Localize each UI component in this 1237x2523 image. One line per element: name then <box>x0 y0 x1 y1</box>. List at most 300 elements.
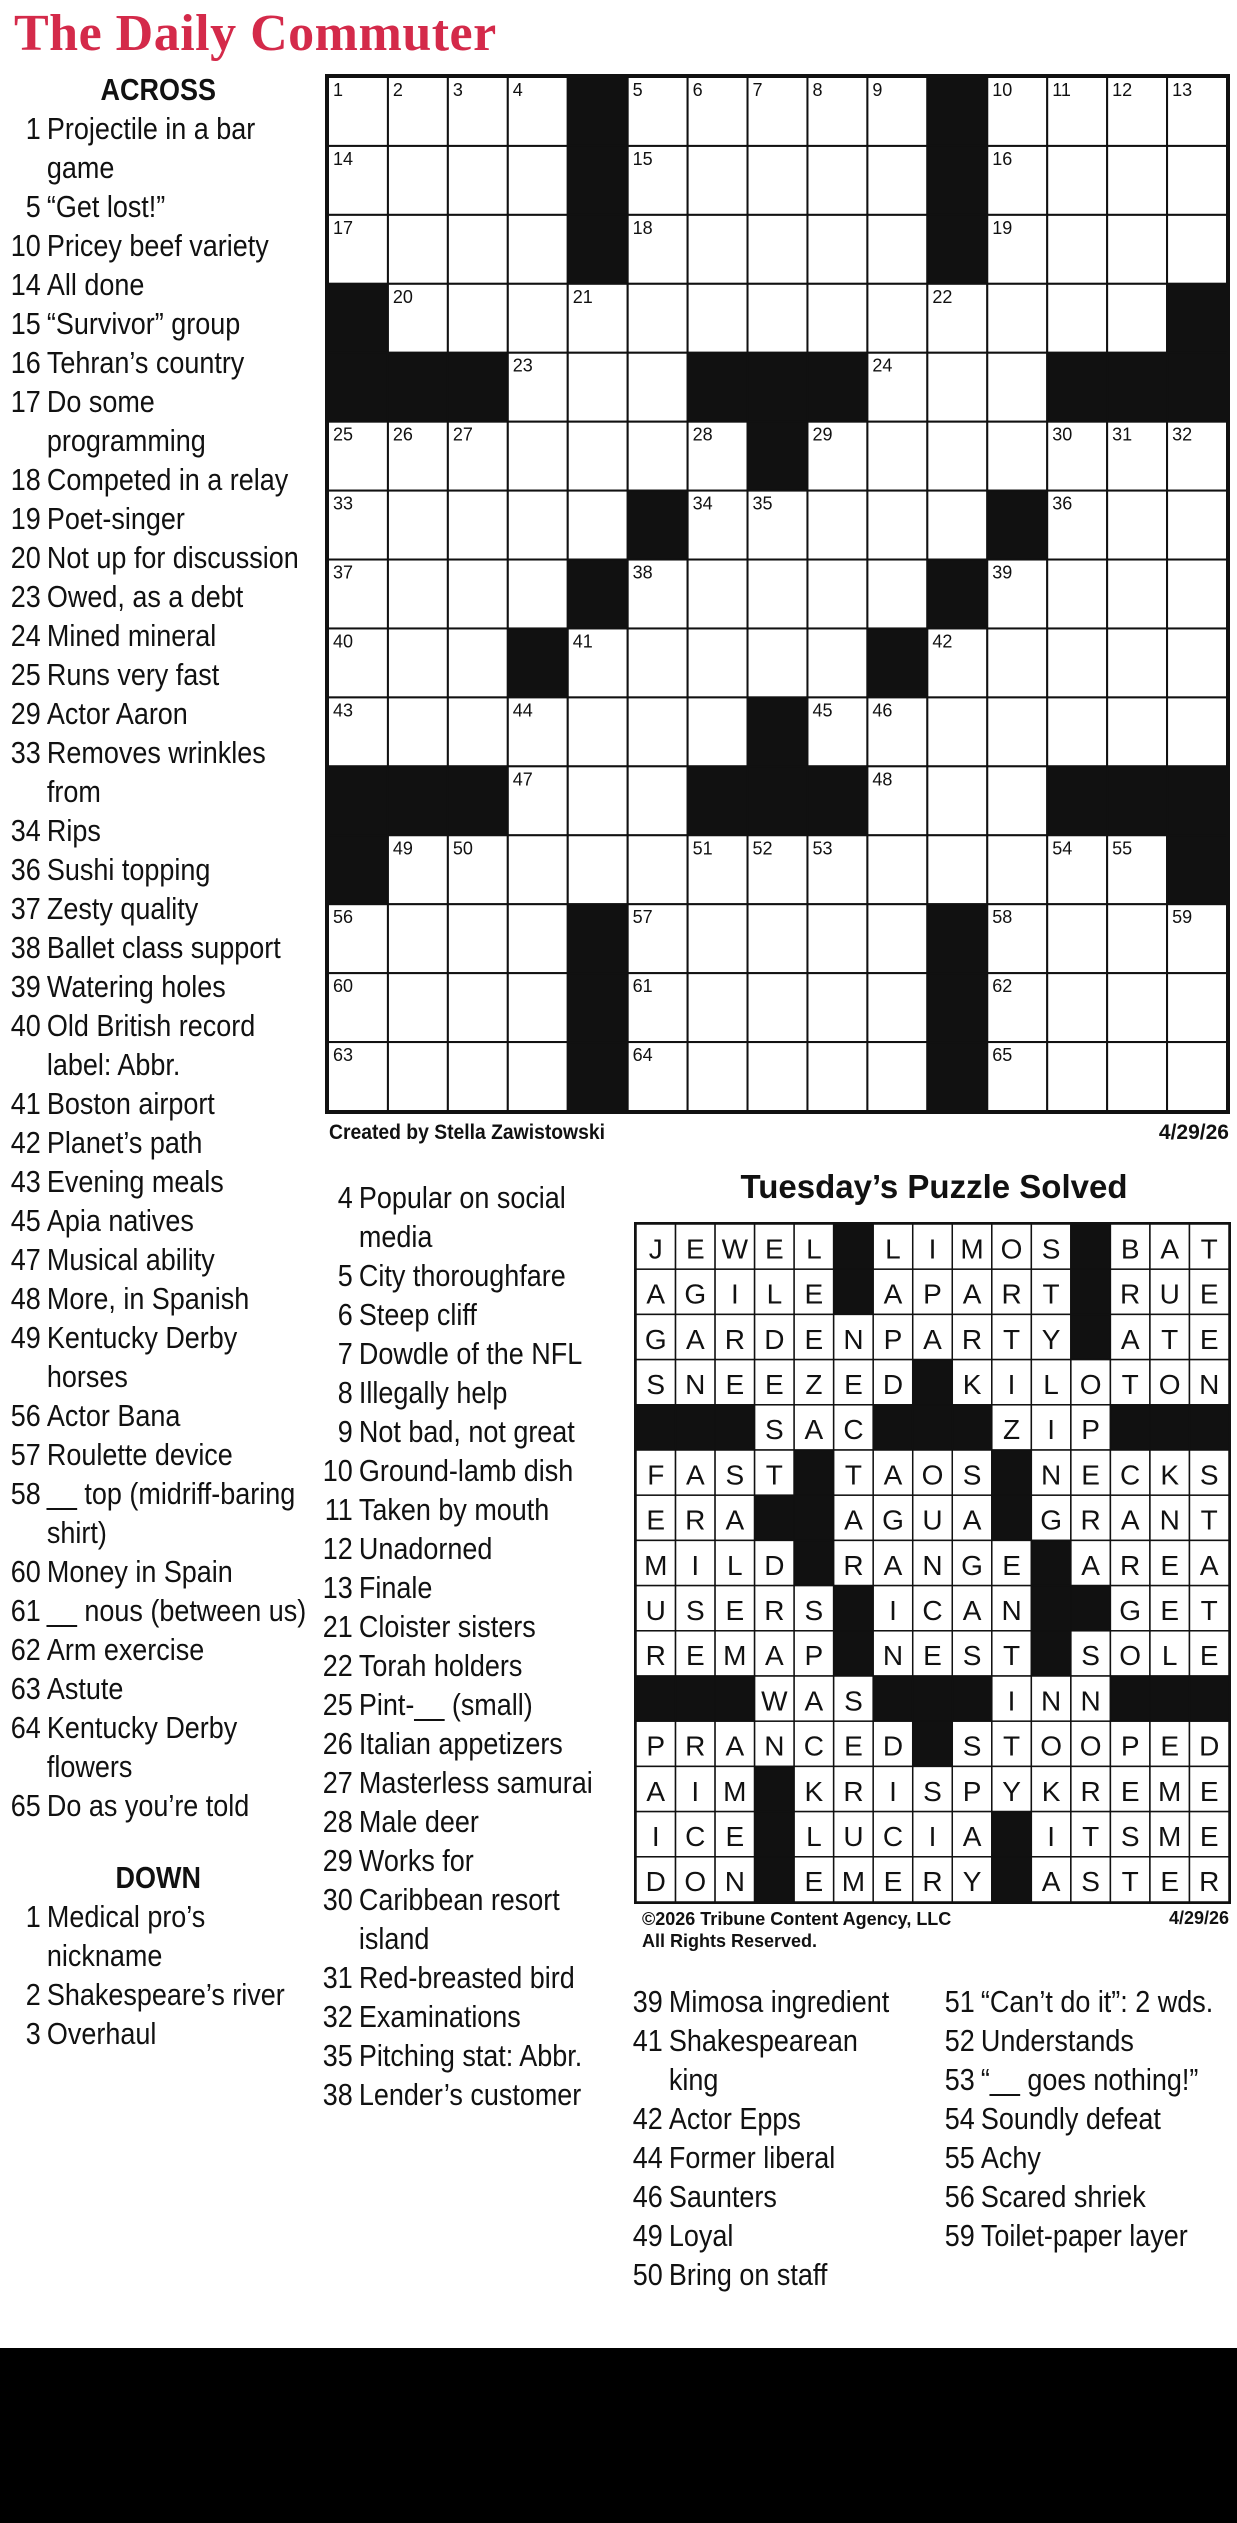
grid-cell[interactable] <box>1047 697 1107 766</box>
solution-letter: E <box>1199 1820 1219 1852</box>
clue-number: 1 <box>25 1899 41 1934</box>
solution-letter: M <box>723 1775 747 1807</box>
across-clue[interactable] <box>6 1591 311 1630</box>
grid-number: 18 <box>632 217 653 238</box>
grid-cell[interactable] <box>448 1042 508 1111</box>
solution-black-cell <box>992 1495 1032 1540</box>
grid-cell[interactable] <box>388 215 448 284</box>
grid-cell[interactable] <box>568 697 628 766</box>
solution-letter: R <box>1120 1278 1141 1310</box>
grid-cell[interactable] <box>807 146 867 215</box>
down-clue[interactable] <box>628 2255 911 2294</box>
grid-cell[interactable] <box>927 491 987 560</box>
grid-cell[interactable] <box>628 766 688 835</box>
across-clue[interactable] <box>6 1006 311 1084</box>
clue-number: 5 <box>25 189 41 224</box>
grid-cell[interactable] <box>508 973 568 1042</box>
solution-black-cell <box>834 1631 874 1676</box>
grid-number: 12 <box>1112 80 1133 100</box>
grid-cell[interactable] <box>628 835 688 904</box>
clue-text: Toilet-paper layer <box>980 2218 1188 2253</box>
grid-cell[interactable] <box>987 766 1047 835</box>
down-clue[interactable] <box>318 2036 595 2075</box>
grid-cell[interactable] <box>1167 628 1227 697</box>
grid-cell[interactable] <box>568 353 628 422</box>
grid-cell[interactable] <box>448 904 508 973</box>
grid-cell[interactable] <box>927 835 987 904</box>
down-clue[interactable] <box>6 1897 311 1975</box>
grid-cell[interactable] <box>927 353 987 422</box>
solution-letter: T <box>1200 1504 1218 1536</box>
grid-cell[interactable] <box>748 146 808 215</box>
grid-cell[interactable] <box>688 560 748 629</box>
solution-letter: D <box>645 1866 666 1898</box>
across-clue[interactable] <box>6 1201 311 1240</box>
grid-cell[interactable] <box>508 560 568 629</box>
down-clue[interactable] <box>940 2060 1236 2099</box>
down-clue[interactable] <box>318 1763 595 1802</box>
grid-cell[interactable] <box>1047 1042 1107 1111</box>
grid-cell[interactable] <box>688 973 748 1042</box>
grid-black-cell <box>927 146 987 215</box>
grid-cell[interactable] <box>568 491 628 560</box>
grid-cell[interactable] <box>448 973 508 1042</box>
clue-text: Ground-lamb dish <box>358 1453 574 1488</box>
grid-cell[interactable] <box>1167 973 1227 1042</box>
across-clue[interactable] <box>6 304 311 343</box>
grid-cell[interactable] <box>388 146 448 215</box>
grid-cell[interactable] <box>628 284 688 353</box>
grid-cell[interactable] <box>807 973 867 1042</box>
clue-text: Removes wrinkles from <box>46 735 266 809</box>
across-clue[interactable] <box>6 850 311 889</box>
across-clue[interactable] <box>6 538 311 577</box>
clue-number: 15 <box>10 306 41 341</box>
down-clue[interactable] <box>6 2014 311 2053</box>
clue-number: 14 <box>10 267 41 302</box>
solution-letter: E <box>1199 1323 1219 1355</box>
grid-cell[interactable] <box>628 628 688 697</box>
solution-letter: R <box>843 1549 864 1581</box>
grid-cell[interactable] <box>807 628 867 697</box>
solution-letter: F <box>647 1459 665 1491</box>
solution-grid-svg <box>636 1224 1229 1902</box>
grid-cell[interactable] <box>987 284 1047 353</box>
down-clue[interactable] <box>940 2138 1236 2177</box>
grid-cell[interactable] <box>508 491 568 560</box>
solution-letter: T <box>765 1459 783 1491</box>
down-clue[interactable] <box>940 2216 1236 2255</box>
solution-letter: D <box>1199 1730 1220 1762</box>
across-clue[interactable] <box>6 1669 311 1708</box>
grid-cell[interactable] <box>867 904 927 973</box>
grid-cell[interactable] <box>807 1042 867 1111</box>
grid-cell[interactable] <box>448 146 508 215</box>
solution-letter: L <box>806 1820 822 1852</box>
grid-cell[interactable] <box>807 284 867 353</box>
across-clue[interactable] <box>6 889 311 928</box>
grid-cell[interactable] <box>987 835 1047 904</box>
across-clue[interactable] <box>6 1162 311 1201</box>
across-clue[interactable] <box>6 226 311 265</box>
solution-black-cell <box>794 1495 834 1540</box>
grid-cell[interactable] <box>688 215 748 284</box>
across-clue[interactable] <box>6 499 311 538</box>
grid-cell[interactable] <box>1047 215 1107 284</box>
grid-cell[interactable] <box>1047 628 1107 697</box>
solution-letter: M <box>1158 1775 1182 1807</box>
across-clue[interactable] <box>6 187 311 226</box>
down-clue[interactable] <box>6 1975 311 2014</box>
solution-letter: R <box>1001 1278 1022 1310</box>
grid-cell[interactable] <box>388 1042 448 1111</box>
solution-black-cell <box>715 1676 755 1721</box>
grid-cell[interactable] <box>1047 146 1107 215</box>
grid-cell[interactable] <box>1107 284 1167 353</box>
grid-black-cell <box>688 353 748 422</box>
grid-number: 42 <box>932 631 953 652</box>
solution-letter: L <box>1161 1640 1178 1672</box>
clue-number: 7 <box>337 1336 353 1371</box>
grid-cell[interactable] <box>1047 560 1107 629</box>
down-clue[interactable] <box>318 1451 595 1490</box>
clue-number: 19 <box>10 501 41 536</box>
across-clue[interactable] <box>6 1084 311 1123</box>
grid-cell[interactable] <box>508 1042 568 1111</box>
grid-cell[interactable] <box>1167 560 1227 629</box>
grid-cell[interactable] <box>748 560 808 629</box>
across-clue[interactable] <box>6 928 311 967</box>
down-clue[interactable] <box>940 2021 1236 2060</box>
grid-cell[interactable] <box>508 215 568 284</box>
solution-letter: E <box>685 1233 705 1265</box>
down-clue-column-1 <box>318 1178 595 2114</box>
across-clue[interactable] <box>6 811 311 850</box>
grid-number: 10 <box>992 80 1013 100</box>
clue-text: “Get lost!” <box>46 189 166 224</box>
clue-number: 30 <box>322 1882 353 1917</box>
clue-number: 59 <box>944 2218 975 2253</box>
grid-cell[interactable] <box>628 422 688 491</box>
grid-cell[interactable] <box>388 560 448 629</box>
grid-cell[interactable] <box>508 835 568 904</box>
grid-cell[interactable] <box>568 766 628 835</box>
grid-cell[interactable] <box>867 491 927 560</box>
solution-letter: T <box>1121 1866 1139 1898</box>
across-clue[interactable] <box>6 1279 311 1318</box>
down-clue[interactable] <box>940 2177 1236 2216</box>
grid-cell[interactable] <box>867 973 927 1042</box>
grid-cell[interactable] <box>688 904 748 973</box>
clue-text: Italian appetizers <box>358 1726 563 1761</box>
across-clue[interactable] <box>6 967 311 1006</box>
crossword-grid-svg <box>328 77 1227 1111</box>
across-clue[interactable] <box>6 265 311 304</box>
grid-cell[interactable] <box>688 146 748 215</box>
solution-letter: I <box>691 1775 700 1807</box>
clue-number: 25 <box>322 1687 353 1722</box>
clue-text: Do some programming <box>46 384 206 458</box>
solution-letter: S <box>1081 1866 1100 1898</box>
clue-text: Tehran’s country <box>46 345 245 380</box>
grid-cell[interactable] <box>927 766 987 835</box>
clue-number: 42 <box>10 1125 41 1160</box>
down-clue[interactable] <box>318 1685 595 1724</box>
grid-black-cell <box>927 560 987 629</box>
down-clue[interactable] <box>318 2075 595 2114</box>
solution-letter: T <box>1200 1594 1218 1626</box>
grid-cell[interactable] <box>1167 1042 1227 1111</box>
grid-cell[interactable] <box>508 422 568 491</box>
grid-cell[interactable] <box>867 1042 927 1111</box>
grid-cell[interactable] <box>688 284 748 353</box>
grid-cell[interactable] <box>388 628 448 697</box>
solution-letter: N <box>764 1730 785 1762</box>
grid-cell[interactable] <box>1107 904 1167 973</box>
solution-letter: U <box>922 1504 943 1536</box>
grid-cell[interactable] <box>807 560 867 629</box>
across-clue[interactable] <box>6 1708 311 1786</box>
grid-cell[interactable] <box>688 628 748 697</box>
clue-text: Actor Aaron <box>46 696 188 731</box>
solution-black-cell <box>952 1676 992 1721</box>
grid-cell[interactable] <box>1167 697 1227 766</box>
across-clue[interactable] <box>6 1435 311 1474</box>
grid-black-cell <box>1167 353 1227 422</box>
grid-cell[interactable] <box>867 215 927 284</box>
grid-cell[interactable] <box>568 835 628 904</box>
grid-cell[interactable] <box>748 215 808 284</box>
grid-cell[interactable] <box>1107 697 1167 766</box>
puzzle-date: 4/29/26 <box>1158 1121 1229 1144</box>
clue-number: 38 <box>10 930 41 965</box>
solution-letter: P <box>883 1323 903 1355</box>
grid-cell[interactable] <box>987 422 1047 491</box>
down-clue[interactable] <box>318 1958 595 1997</box>
solution-letter: U <box>843 1820 864 1852</box>
across-clue[interactable] <box>6 577 311 616</box>
grid-cell[interactable] <box>1167 215 1227 284</box>
down-clue[interactable] <box>318 1802 595 1841</box>
grid-cell[interactable] <box>1047 904 1107 973</box>
grid-number: 36 <box>1052 493 1073 514</box>
copyright-line-1: ©2026 Tribune Content Agency, LLC <box>642 1909 952 1929</box>
solution-letter: N <box>882 1640 904 1672</box>
grid-cell[interactable] <box>688 1042 748 1111</box>
grid-cell[interactable] <box>867 146 927 215</box>
across-clue[interactable] <box>6 616 311 655</box>
down-clue[interactable] <box>940 1982 1236 2021</box>
solution-letter: I <box>889 1775 897 1807</box>
grid-cell[interactable] <box>807 215 867 284</box>
grid-cell[interactable] <box>448 628 508 697</box>
crossword-grid[interactable] <box>325 74 1230 1114</box>
across-clue[interactable] <box>6 655 311 694</box>
grid-cell[interactable] <box>748 284 808 353</box>
clue-number: 2 <box>25 1977 41 2012</box>
clue-number: 26 <box>322 1726 353 1761</box>
grid-number: 46 <box>872 700 893 721</box>
grid-number: 35 <box>752 493 773 514</box>
grid-cell[interactable] <box>927 697 987 766</box>
across-clue[interactable] <box>6 1396 311 1435</box>
clue-text: Red-breasted bird <box>358 1960 575 1995</box>
solution-letter: T <box>1161 1323 1179 1355</box>
grid-cell[interactable] <box>927 422 987 491</box>
grid-cell[interactable] <box>508 904 568 973</box>
down-clue[interactable] <box>318 1841 595 1880</box>
grid-number: 55 <box>1112 838 1133 859</box>
grid-black-cell <box>568 1042 628 1111</box>
grid-cell[interactable] <box>1107 491 1167 560</box>
down-clue[interactable] <box>628 2099 911 2138</box>
down-clue[interactable] <box>628 2177 911 2216</box>
solution-letter: E <box>1199 1278 1219 1310</box>
grid-cell[interactable] <box>448 491 508 560</box>
across-clue[interactable] <box>6 1318 311 1396</box>
grid-number: 8 <box>812 80 823 100</box>
grid-cell[interactable] <box>867 835 927 904</box>
grid-cell[interactable] <box>1047 973 1107 1042</box>
grid-cell[interactable] <box>748 1042 808 1111</box>
down-clue[interactable] <box>318 1256 595 1295</box>
grid-cell[interactable] <box>1107 146 1167 215</box>
grid-cell[interactable] <box>1047 284 1107 353</box>
grid-cell[interactable] <box>1167 491 1227 560</box>
grid-number: 22 <box>932 286 953 307</box>
across-clue[interactable] <box>6 109 311 187</box>
grid-number: 62 <box>992 976 1013 997</box>
grid-cell[interactable] <box>748 904 808 973</box>
down-clue[interactable] <box>318 1295 595 1334</box>
grid-cell[interactable] <box>448 215 508 284</box>
grid-cell[interactable] <box>1107 560 1167 629</box>
grid-cell[interactable] <box>688 697 748 766</box>
clue-number: 47 <box>10 1242 41 1277</box>
down-clue[interactable] <box>318 1880 595 1958</box>
grid-cell[interactable] <box>987 628 1047 697</box>
solution-letter: E <box>765 1368 784 1400</box>
grid-cell[interactable] <box>388 904 448 973</box>
down-clue[interactable] <box>628 2216 911 2255</box>
solution-letter: A <box>1160 1233 1180 1265</box>
grid-cell[interactable] <box>987 353 1047 422</box>
clue-number: 1 <box>25 111 41 146</box>
clue-number: 64 <box>10 1710 41 1745</box>
across-clue[interactable] <box>6 382 311 460</box>
grid-number: 14 <box>333 148 354 169</box>
solution-letter: T <box>844 1459 862 1491</box>
solution-letter: R <box>1199 1866 1220 1898</box>
down-clue[interactable] <box>318 1607 595 1646</box>
down-clue[interactable] <box>318 1373 595 1412</box>
grid-number: 31 <box>1112 424 1133 445</box>
down-clue[interactable] <box>628 1982 911 2021</box>
clue-text: Rips <box>46 813 101 848</box>
across-clue[interactable] <box>6 1786 311 1825</box>
grid-cell[interactable] <box>1107 628 1167 697</box>
solution-black-cell <box>913 1676 953 1721</box>
solution-black-cell <box>1189 1676 1229 1721</box>
grid-cell[interactable] <box>508 146 568 215</box>
grid-cell[interactable] <box>867 284 927 353</box>
grid-cell[interactable] <box>1107 973 1167 1042</box>
clue-text: Saunters <box>668 2179 777 2214</box>
grid-cell[interactable] <box>448 560 508 629</box>
grid-cell[interactable] <box>807 491 867 560</box>
across-clue[interactable] <box>6 733 311 811</box>
clue-number: 50 <box>632 2257 663 2292</box>
grid-black-cell <box>328 284 388 353</box>
grid-cell[interactable] <box>628 353 688 422</box>
grid-number: 39 <box>992 562 1013 583</box>
clue-number: 13 <box>322 1570 353 1605</box>
down-clue[interactable] <box>318 1334 595 1373</box>
down-clue[interactable] <box>318 1724 595 1763</box>
across-clue[interactable] <box>6 694 311 733</box>
grid-cell[interactable] <box>628 697 688 766</box>
grid-cell[interactable] <box>388 973 448 1042</box>
down-clue[interactable] <box>318 1178 595 1256</box>
across-clue[interactable] <box>6 343 311 382</box>
across-clue[interactable] <box>6 1474 311 1552</box>
grid-cell[interactable] <box>748 628 808 697</box>
grid-cell[interactable] <box>987 697 1047 766</box>
grid-cell[interactable] <box>568 422 628 491</box>
clue-text: Pint-__ (small) <box>358 1687 533 1722</box>
masthead: The Daily Commuter <box>14 5 497 62</box>
grid-cell[interactable] <box>1107 1042 1167 1111</box>
down-clue[interactable] <box>318 1490 595 1529</box>
grid-cell[interactable] <box>448 284 508 353</box>
grid-cell[interactable] <box>1107 215 1167 284</box>
grid-cell[interactable] <box>448 697 508 766</box>
grid-cell[interactable] <box>1167 146 1227 215</box>
down-clue[interactable] <box>318 1529 595 1568</box>
clue-text: Money in Spain <box>46 1554 233 1589</box>
grid-cell[interactable] <box>388 697 448 766</box>
grid-cell[interactable] <box>867 560 927 629</box>
across-clue[interactable] <box>6 1240 311 1279</box>
clue-number: 63 <box>10 1671 41 1706</box>
solution-letter: I <box>1007 1368 1016 1400</box>
clue-text: Mined mineral <box>46 618 217 653</box>
grid-cell[interactable] <box>867 422 927 491</box>
clue-text: __ top (midriff-baring shirt) <box>46 1476 296 1550</box>
down-clue[interactable] <box>318 1646 595 1685</box>
down-clue[interactable] <box>628 2021 911 2099</box>
down-clue[interactable] <box>318 1997 595 2036</box>
across-clue[interactable] <box>6 1630 311 1669</box>
grid-cell[interactable] <box>748 973 808 1042</box>
down-clue[interactable] <box>318 1568 595 1607</box>
across-clue[interactable] <box>6 1123 311 1162</box>
clue-text: Sushi topping <box>46 852 211 887</box>
grid-black-cell <box>568 973 628 1042</box>
across-clue[interactable] <box>6 1552 311 1591</box>
down-clue[interactable] <box>628 2138 911 2177</box>
grid-black-cell <box>388 353 448 422</box>
grid-cell[interactable] <box>508 284 568 353</box>
across-clue[interactable] <box>6 460 311 499</box>
grid-cell[interactable] <box>388 491 448 560</box>
grid-cell[interactable] <box>807 904 867 973</box>
down-clue[interactable] <box>318 1412 595 1451</box>
clue-text: “Can’t do it”: 2 wds. <box>980 1984 1214 2019</box>
copyright <box>642 1908 951 1952</box>
down-clue[interactable] <box>940 2099 1236 2138</box>
solution-letter: T <box>1121 1368 1139 1400</box>
